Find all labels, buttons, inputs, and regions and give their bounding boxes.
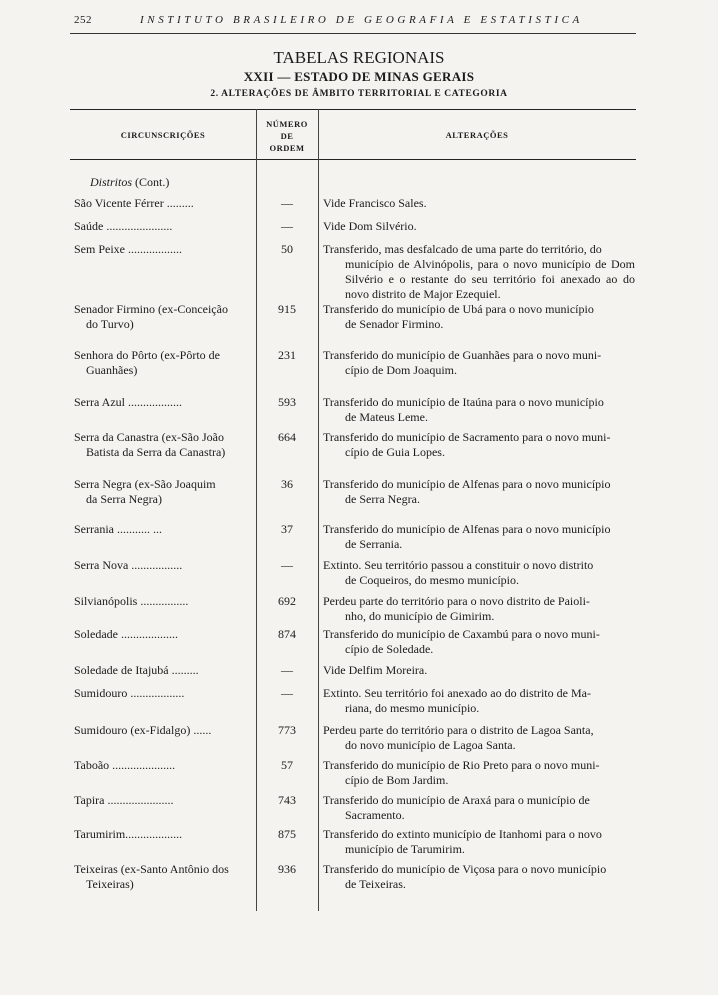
row-alteration: Extinto. Seu território foi anexado ao do distrito de Ma- [323,686,591,700]
row-alteration: Transferido do município de Ubá para o novo município [323,302,594,316]
row-alteration-cont: riana, do mesmo município. [345,701,480,715]
section-title: 2. ALTERAÇÕES DE ÂMBITO TERRITORIAL E CATEGORIA [210,89,508,99]
row-name: Tarumirim................... [74,827,183,841]
row-alteration: Transferido do município de Itaúna para o novo município [323,395,604,409]
row-number: 231 [278,348,296,362]
row-number: 37 [281,522,293,536]
column-divider-2 [318,109,319,911]
row-name: Senhora do Pôrto (ex-Pôrto de [74,348,220,362]
row-alteration-cont: município de Tarumirim. [345,842,465,856]
row-number: — [281,196,293,210]
institution-name: INSTITUTO BRASILEIRO DE GEOGRAFIA E ESTATISTICA [140,14,583,26]
row-name: Saúde ...................... [74,219,173,233]
table-top-rule [70,109,636,110]
row-name: Soledade de Itajubá ......... [74,663,199,677]
column-header-circunscricoes: CIRCUNSCRIÇÕES [120,130,206,140]
row-alteration: Vide Francisco Sales. [323,196,427,210]
row-alteration: Vide Dom Silvério. [323,219,417,233]
row-number: 936 [278,862,296,876]
header-rule [70,33,636,34]
row-alteration: Transferido do município de Caxambú para o novo muni- [323,627,600,641]
section-label-text: Distritos [90,175,133,189]
row-alteration: Transferido do município de Viçosa para o novo município [323,862,607,876]
row-alteration-cont: nho, do município de Gimirim. [345,609,495,623]
row-number: — [281,663,293,677]
row-number: 743 [278,793,296,807]
row-alteration-cont: cípio de Dom Joaquim. [345,363,457,377]
row-number: 875 [278,827,296,841]
row-number: — [281,558,293,572]
table-header-rule [70,159,636,160]
row-name: Silvianópolis ................ [74,594,189,608]
row-alteration: Transferido do município de Rio Preto para o novo muni- [323,758,600,772]
row-alteration-cont: cípio de Guia Lopes. [345,445,445,459]
row-name: Serrania ........... ... [74,522,162,536]
row-number: 664 [278,430,296,444]
row-name-cont: Guanhães) [86,363,138,377]
row-name: Tapira ...................... [74,793,174,807]
row-name: Serra da Canastra (ex-São João [74,430,224,444]
column-header-numero [256,118,318,154]
row-alteration-cont: de Coqueiros, do mesmo município. [345,573,519,587]
row-name: Sumidouro (ex-Fidalgo) ...... [74,723,212,737]
row-name: Taboão ..................... [74,758,176,772]
column-header-numero-line1: NÚMERO [266,119,308,129]
row-alteration-cont: cípio de Bom Jardim. [345,773,449,787]
row-alteration-cont: de Serrania. [345,537,403,551]
row-name: Serra Nova ................. [74,558,183,572]
row-alteration: Transferido do município de Guanhães para o novo muni- [323,348,602,362]
row-name: Serra Azul .................. [74,395,182,409]
row-alteration-cont: cípio de Soledade. [345,642,434,656]
row-name-cont: do Turvo) [86,317,134,331]
row-name: Serra Negra (ex-São Joaquim [74,477,216,491]
row-alteration: Transferido do município de Sacramento para o novo muni- [323,430,611,444]
row-name-cont: da Serra Negra) [86,492,162,506]
column-header-numero-line3: ORDEM [269,143,305,153]
page-title: TABELAS REGIONAIS [273,48,445,67]
column-header-numero-line2: DE [280,131,294,141]
row-alteration: Transferido do município de Alfenas para o novo município [323,522,611,536]
row-alteration: Transferido, mas desfalcado de uma parte do território, do [323,242,602,256]
row-name-cont: Teixeiras) [86,877,134,891]
row-name: Sem Peixe .................. [74,242,182,256]
row-alteration-cont: de Mateus Leme. [345,410,428,424]
row-number: 593 [278,395,296,409]
row-alteration: Vide Delfim Moreira. [323,663,428,677]
row-alteration: Transferido do extinto município de Itanhomi para o novo [323,827,602,841]
row-name: Sumidouro .................. [74,686,185,700]
section-label [90,175,169,190]
row-alteration: Extinto. Seu território passou a constituir o novo distrito [323,558,594,572]
row-alteration: Transferido do município de Alfenas para o novo município [323,477,611,491]
row-number: — [281,219,293,233]
row-name: Senador Firmino (ex-Conceição [74,302,228,316]
row-name: Teixeiras (ex-Santo Antônio dos [74,862,229,876]
row-number: 57 [281,758,293,772]
row-alteration-cont: município de Alvinópolis, para o novo município de Dom Silvério e o restante do seu território foi anexado ao do novo distrito de Major Ezequiel. [345,257,635,301]
row-alteration: Transferido do município de Araxá para o município de [323,793,590,807]
page-number: 252 [74,14,92,26]
section-label-suffix: (Cont.) [135,175,170,189]
row-number: 50 [281,242,293,256]
row-alteration-cont: de Senador Firmino. [345,317,444,331]
row-number: — [281,686,293,700]
row-number: 773 [278,723,296,737]
row-alteration: Perdeu parte do território para o distrito de Lagoa Santa, [323,723,594,737]
state-title: XXII — ESTADO DE MINAS GERAIS [243,69,475,84]
row-number: 915 [278,302,296,316]
row-alteration-cont: Sacramento. [345,808,405,822]
row-alteration-cont: de Serra Negra. [345,492,420,506]
row-number: 36 [281,477,293,491]
row-alteration: Perdeu parte do território para o novo distrito de Paioli- [323,594,590,608]
row-name: Soledade ................... [74,627,178,641]
row-name-cont: Batista da Serra da Canastra) [86,445,226,459]
column-header-alteracoes: ALTERAÇÕES [445,130,509,140]
row-number: 874 [278,627,296,641]
row-number: 692 [278,594,296,608]
row-alteration-cont: do novo município de Lagoa Santa. [345,738,516,752]
row-alteration-cont: de Teixeiras. [345,877,406,891]
row-name: São Vicente Férrer ......... [74,196,194,210]
